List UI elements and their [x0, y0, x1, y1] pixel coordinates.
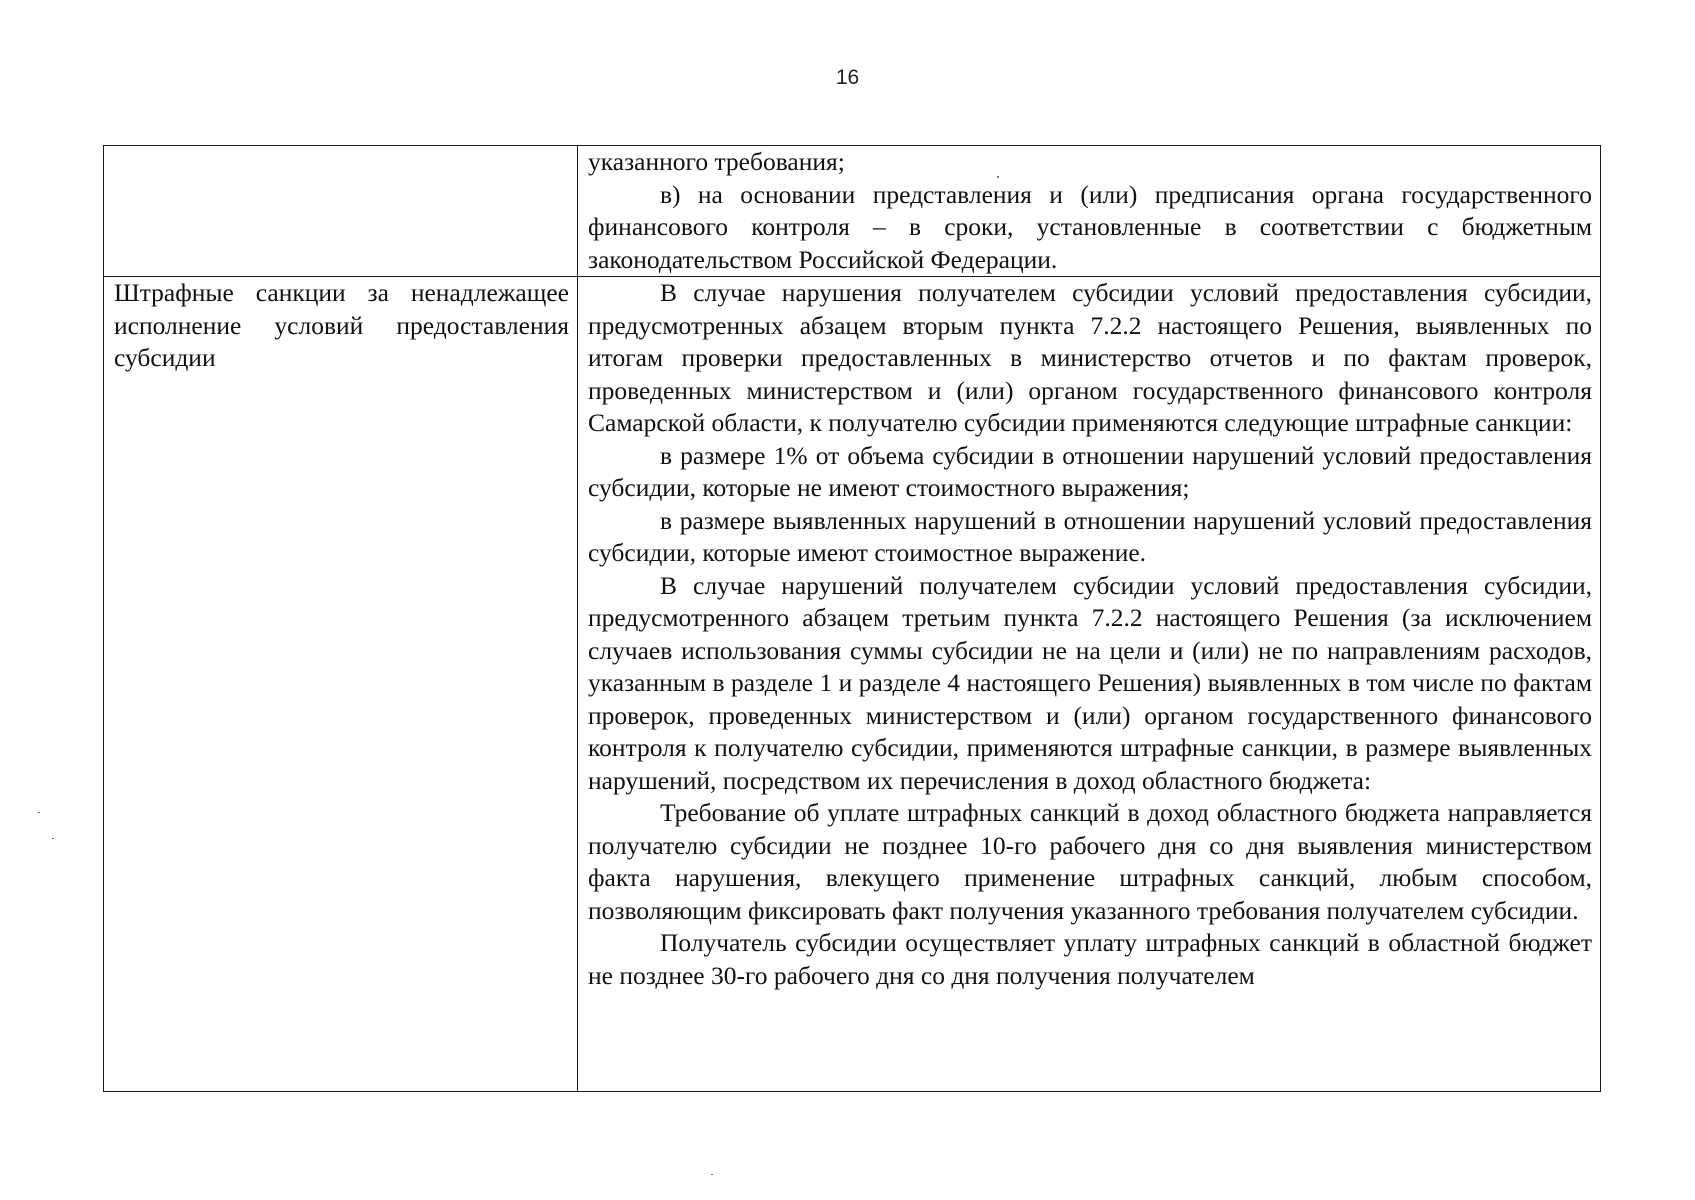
- scan-speck: [38, 812, 40, 813]
- scan-speck: [711, 1174, 713, 1175]
- table-row: [104, 277, 1601, 1092]
- scan-speck: [52, 838, 54, 839]
- scan-speck: [997, 176, 999, 178]
- paragraph: В случае нарушений получателем субсидии условий предоставления субсидии, предусмотренного абзацем третьим пункта 7.2.2 настоящего Решения (за исключением случаев использования суммы субсидии не на цели и (или) не по направлениям расходов, указанным в разделе 1 и разделе 4 настоящего Решения) выявленных в том числе по фактам проверок, проведенных министерством и (или) органом государственного финансового контроля к получателю субсидии, применяются штрафные санкции, в размере выявленных нарушений, посредством их перечисления в доход областного бюджета:: [588, 570, 1592, 795]
- paragraph: в) на основании представления и (или) предписания органа государственного финансового контроля – в сроки, установленные в соответствии с бюджетным законодательством Российской Федерации.: [588, 179, 1592, 274]
- page-number: 16: [835, 66, 860, 89]
- table-cell-label: [104, 146, 578, 277]
- paragraph: Получатель субсидии осуществляет уплату штрафных санкций в областной бюджет не позднее 30-го рабочего дня со дня получения получателем: [588, 928, 1592, 990]
- table-cell-content: [578, 146, 1601, 277]
- paragraph: в размере выявленных нарушений в отношении нарушений условий предоставления субсидии, которые имеют стоимостное выражение.: [588, 505, 1592, 567]
- row-label: Штрафные санкции за ненадлежащее исполнение условий предоставления субсидии: [114, 278, 569, 372]
- paragraph: В случае нарушения получателем субсидии условий предоставления субсидии, предусмотренных абзацем вторым пункта 7.2.2 настоящего Решения, выявленных по итогам проверки предоставленных в министерство отчетов и по фактам проверок, проведенных министерством и (или) органом государственного финансового контроля Самарской области, к получателю субсидии применяются следующие штрафные санкции:: [588, 278, 1592, 437]
- table-row: [104, 146, 1601, 277]
- document-table: [103, 145, 1601, 1092]
- table-cell-content: [578, 277, 1601, 1092]
- paragraph: Требование об уплате штрафных санкций в доход областного бюджета направляется получателю субсидии не позднее 10-го рабочего дня со дня выявления министерством факта нарушения, влекущего применение штрафных санкций, любым способом, позволяющим фиксировать факт получения указанного требования получателем субсидии.: [588, 798, 1592, 925]
- paragraph: указанного требования;: [588, 147, 845, 176]
- paragraph: в размере 1% от объема субсидии в отношении нарушений условий предоставления субсидии, которые не имеют стоимостного выражения;: [588, 440, 1592, 502]
- table-cell-label: [104, 277, 578, 1092]
